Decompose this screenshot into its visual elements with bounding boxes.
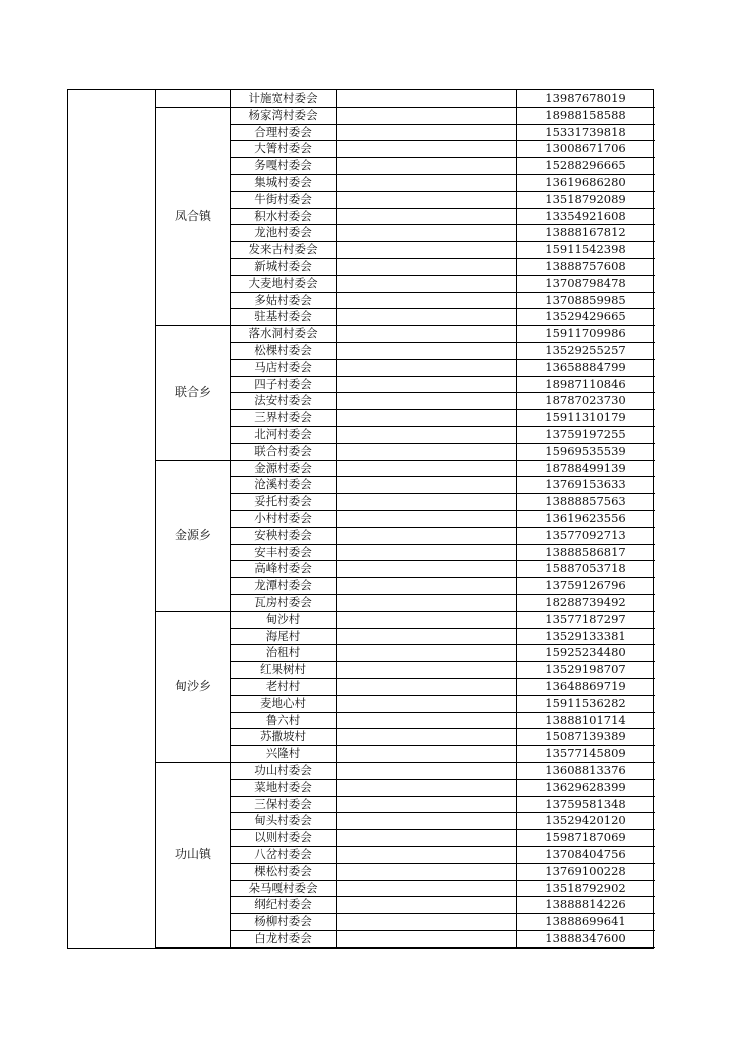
village-name: 龙池村委会	[254, 225, 312, 240]
village-name: 松棵村委会	[254, 343, 312, 357]
village-name: 大麦地村委会	[248, 275, 318, 290]
phone-number: 13577092713	[545, 527, 626, 542]
village-name: 合理村委会	[254, 124, 312, 139]
phone-number: 13759581348	[545, 796, 626, 811]
phone-number: 13708404756	[545, 847, 626, 861]
village-name: 红果树村	[260, 662, 306, 677]
village-name: 棵松村委会	[254, 863, 312, 878]
town-name: 功山镇	[174, 847, 211, 862]
phone-number: 18987110846	[545, 376, 626, 391]
phone-number: 15887053718	[545, 561, 626, 576]
row-divider	[155, 947, 655, 948]
phone-number: 13619686280	[545, 175, 626, 189]
phone-number: 13759197255	[545, 427, 626, 441]
village-name: 法安村委会	[254, 393, 312, 408]
phone-number: 18988158588	[545, 107, 626, 122]
phone-number: 13888101714	[545, 712, 626, 727]
phone-number: 13529133381	[545, 628, 626, 643]
village-name: 鲁六村	[265, 712, 301, 727]
phone-number: 13529429665	[545, 309, 626, 324]
phone-number: 18288739492	[545, 595, 626, 609]
column-divider-blank	[336, 90, 337, 948]
village-name: 大箐村委会	[254, 141, 312, 156]
village-name: 多姑村委会	[254, 292, 312, 307]
phone-number: 13608813376	[545, 763, 626, 777]
phone-number: 15288296665	[545, 158, 626, 173]
village-name: 兴隆村	[265, 746, 301, 761]
phone-number: 15911542398	[545, 242, 626, 257]
village-name: 北河村委会	[254, 427, 312, 441]
phone-number: 13769100228	[545, 863, 626, 878]
phone-number: 13888586817	[545, 544, 626, 559]
village-name: 海尾村	[265, 628, 301, 643]
phone-number: 13008671706	[545, 141, 626, 156]
phone-number: 13888857563	[545, 494, 626, 509]
village-name: 落水洞村委会	[248, 326, 318, 341]
town-name: 凤合镇	[174, 209, 211, 223]
village-name: 白龙村委会	[254, 931, 312, 945]
village-name: 金源村委会	[254, 460, 312, 475]
phone-number: 18788499139	[545, 460, 626, 475]
village-name: 老村村	[265, 679, 301, 693]
phone-number: 13518792089	[545, 191, 626, 206]
phone-number: 13658884799	[545, 359, 626, 374]
village-name: 马店村委会	[254, 359, 312, 374]
village-name: 龙潭村委会	[254, 578, 312, 593]
phone-number: 13529420120	[545, 813, 626, 828]
village-name: 发来古村委会	[248, 242, 318, 257]
village-name: 高峰村委会	[254, 561, 312, 576]
village-name: 纲纪村委会	[254, 897, 312, 912]
phone-number: 13518792902	[545, 880, 626, 895]
phone-number: 13888814226	[545, 897, 626, 912]
phone-number: 15969535539	[545, 443, 626, 458]
village-name: 小村村委会	[254, 511, 312, 525]
phone-number: 13759126796	[545, 578, 626, 593]
phone-number: 13529198707	[545, 662, 626, 677]
village-name: 瓦房村委会	[254, 595, 312, 609]
town-name: 联合乡	[174, 385, 211, 400]
phone-number: 13888167812	[545, 225, 626, 240]
village-name: 三界村委会	[254, 410, 312, 425]
phone-number: 13987678019	[545, 91, 626, 105]
phone-number: 15087139389	[545, 729, 626, 744]
phone-number: 15987187069	[545, 830, 626, 845]
village-name: 妥托村委会	[254, 494, 312, 509]
phone-number: 13577145809	[545, 746, 626, 761]
town-name: 金源乡	[174, 528, 211, 543]
village-name: 功山村委会	[254, 763, 312, 777]
village-name: 牛街村委会	[254, 191, 312, 206]
phone-number: 13888347600	[545, 931, 626, 945]
village-name: 集城村委会	[254, 175, 312, 189]
village-name: 八岔村委会	[254, 847, 312, 861]
village-name: 麦地心村	[260, 695, 306, 710]
village-name: 安丰村委会	[254, 544, 312, 559]
village-name: 沧溪村委会	[254, 477, 312, 492]
phone-number: 15331739818	[545, 124, 626, 139]
phone-number: 13354921608	[545, 208, 626, 223]
phone-number: 13708859985	[545, 292, 626, 307]
phone-number: 15911310179	[545, 410, 626, 425]
phone-number: 13529255257	[545, 343, 626, 357]
village-name: 朵马嘎村委会	[248, 880, 318, 895]
village-name: 驻基村委会	[254, 309, 312, 324]
village-name: 务嘎村委会	[254, 158, 312, 173]
phone-number: 13888757608	[545, 259, 626, 273]
phone-number: 18787023730	[545, 393, 626, 408]
phone-number: 15925234480	[545, 645, 626, 660]
phone-number: 13629628399	[545, 779, 626, 794]
village-name: 三保村委会	[254, 796, 312, 811]
phone-number: 13769153633	[545, 477, 626, 492]
village-name: 积水村委会	[254, 208, 312, 223]
phone-number: 13619623556	[545, 511, 626, 525]
village-name: 联合村委会	[254, 443, 312, 458]
phone-number: 13577187297	[545, 611, 626, 626]
town-name: 甸沙乡	[174, 679, 211, 694]
village-name: 计施宽村委会	[248, 91, 318, 105]
village-name: 以则村委会	[254, 830, 312, 845]
village-name: 甸头村委会	[254, 813, 312, 828]
phone-number: 15911536282	[545, 695, 626, 710]
village-name: 杨柳村委会	[254, 914, 312, 929]
phone-number: 13708798478	[545, 275, 626, 290]
contact-table	[67, 89, 654, 949]
village-name: 杨家湾村委会	[248, 107, 318, 122]
village-name: 甸沙村	[265, 611, 301, 626]
village-name: 菜地村委会	[254, 779, 312, 794]
village-name: 四子村委会	[254, 376, 312, 391]
village-name: 苏撒坡村	[260, 729, 306, 744]
village-name: 治租村	[265, 645, 301, 660]
village-name: 新城村委会	[254, 259, 312, 273]
phone-number: 15911709986	[545, 326, 626, 341]
phone-number: 13648869719	[545, 679, 626, 693]
village-name: 安秧村委会	[254, 527, 312, 542]
phone-number: 13888699641	[545, 914, 626, 929]
